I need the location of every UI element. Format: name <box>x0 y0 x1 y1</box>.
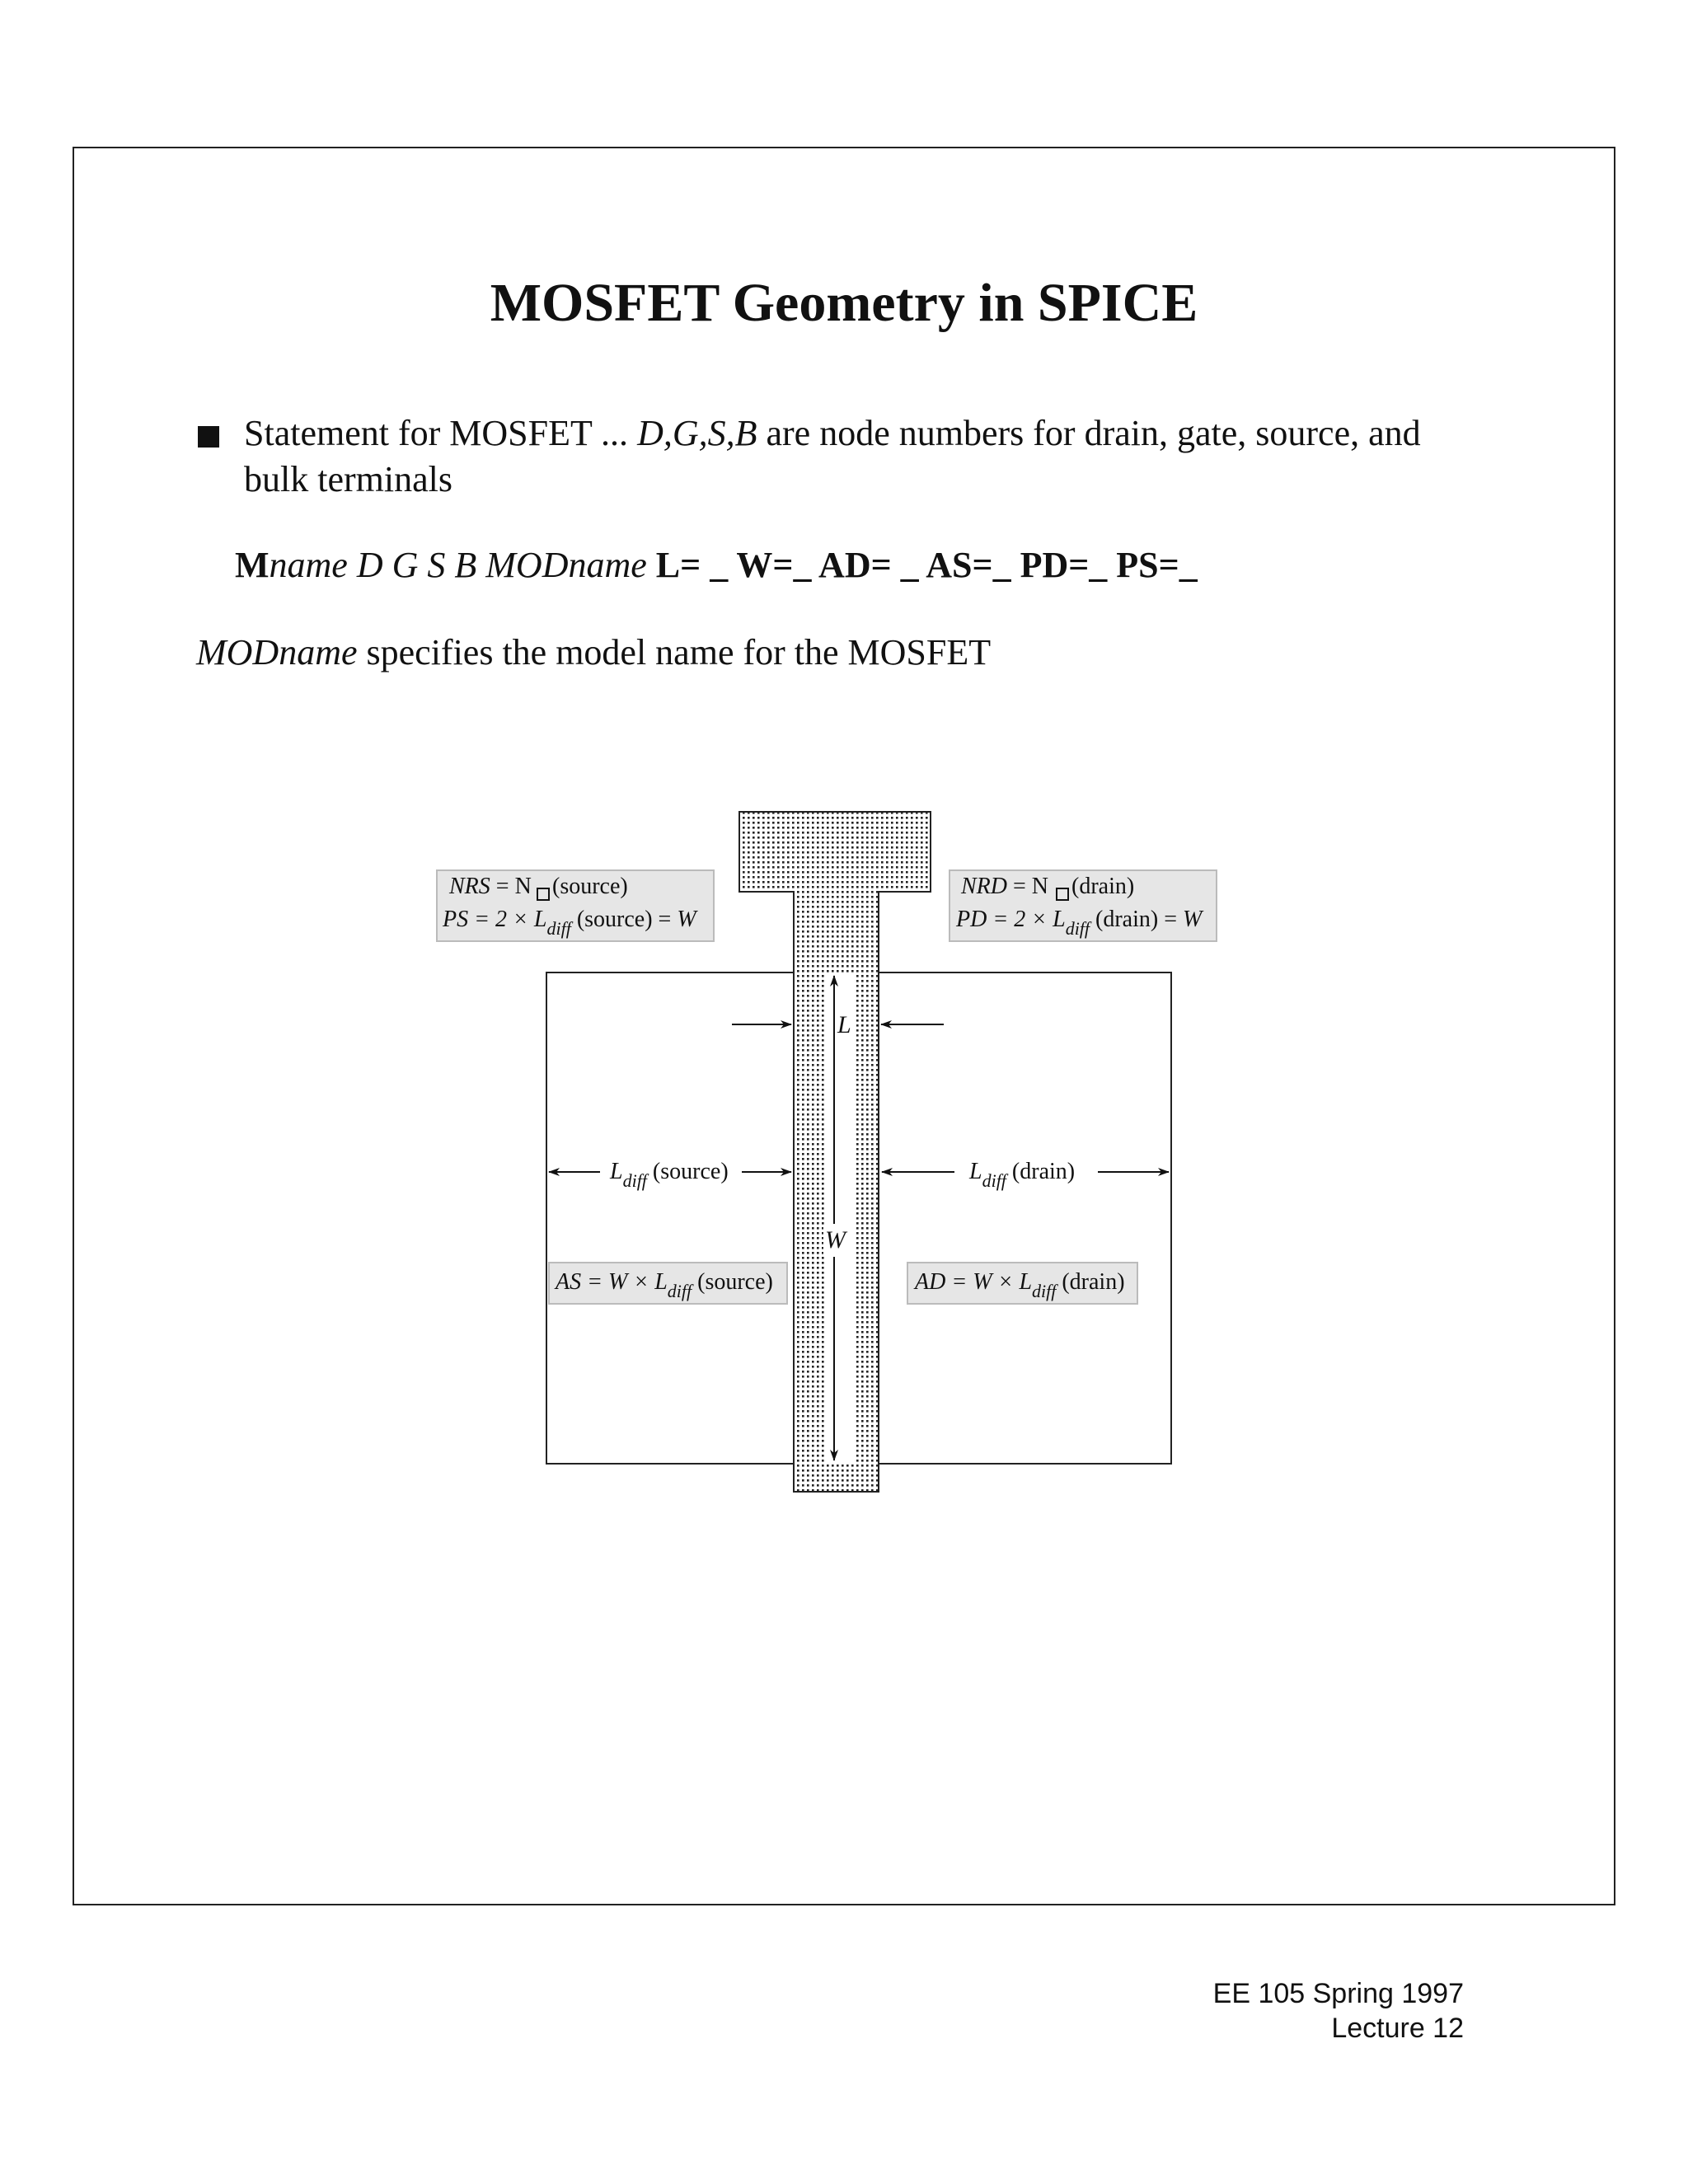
bullet-text-b: are node numbers for drain, gate, source, and bulk terminals <box>244 413 1421 499</box>
nrs-arg: (source) <box>552 874 628 899</box>
ldiff-source-label: $L_{diff}$ (source) <box>610 1159 729 1191</box>
nrs-label: NRS = N <box>449 874 532 899</box>
channel-strip <box>824 972 854 1464</box>
nrd-label: NRD = N <box>961 874 1049 899</box>
l-label: L <box>837 1011 851 1038</box>
bullet-text-a: Statement for MOSFET ... <box>244 413 638 453</box>
bullet-text-nodes: D,G,S,B <box>637 413 757 453</box>
statement-name: name D G S B MODname <box>269 545 647 585</box>
ldiff-drain-label: $L_{diff}$ (drain) <box>969 1159 1076 1191</box>
statement-params: L= _ W=_ AD= _ AS=_ PD=_ PS=_ <box>646 545 1198 585</box>
ad-label: AD = $W \times L_{diff}$ (drain) <box>915 1269 1125 1301</box>
footer-lecture: Lecture 12 <box>1331 2013 1464 2044</box>
slide-title: MOSFET Geometry in SPICE <box>490 273 1198 333</box>
nrd-arg: (drain) <box>1071 874 1135 899</box>
footer-course: EE 105 Spring 1997 <box>1212 1978 1464 2009</box>
statement-m: M <box>235 545 270 585</box>
pd-label: PD = $2 \times L_{diff}$ (drain) = W <box>956 907 1203 939</box>
ps-label: PS = $2 \times L_{diff}$ (source) = W <box>443 907 696 939</box>
modname-rest: specifies the model name for the MOSFET <box>357 632 992 673</box>
modname-italic: MODname <box>196 632 358 673</box>
as-label: AS = $W \times L_{diff}$ (source) <box>556 1269 773 1301</box>
footer <box>1213 1976 1464 2046</box>
w-label: W <box>825 1226 846 1254</box>
